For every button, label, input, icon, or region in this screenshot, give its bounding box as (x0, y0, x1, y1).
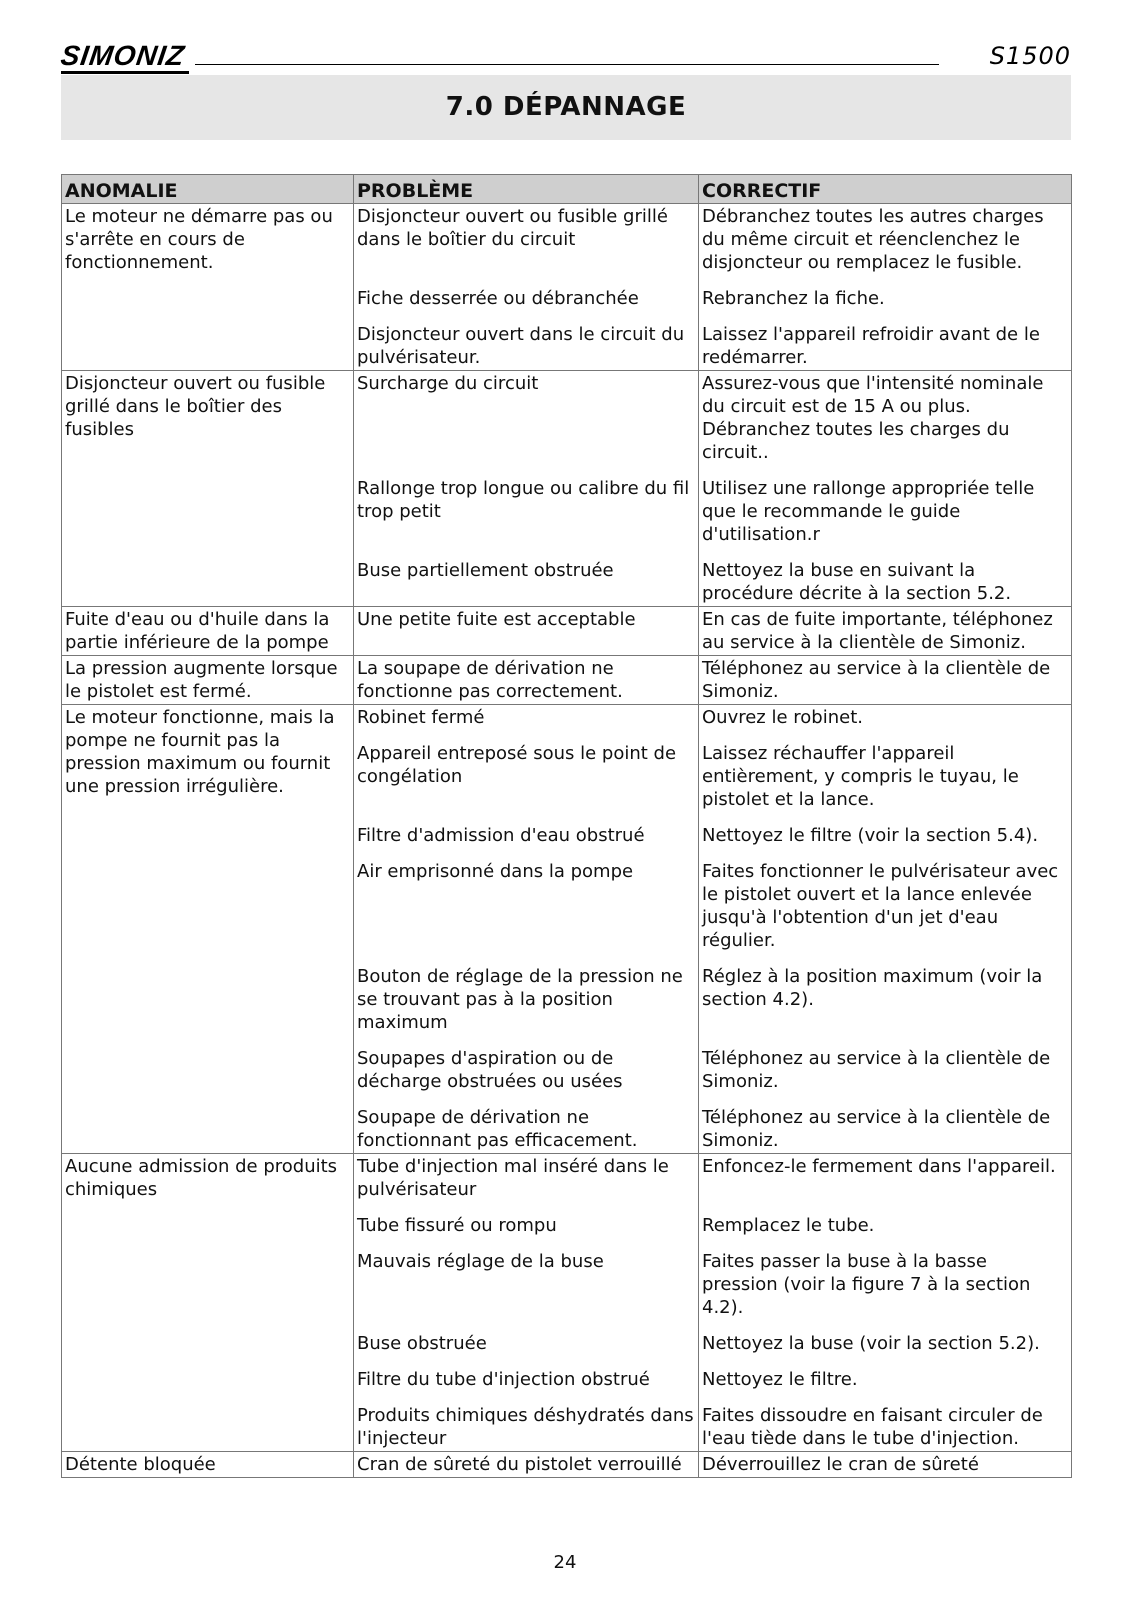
simoniz-logo: SIMONIZ (58, 40, 187, 71)
logo-underline (61, 71, 189, 74)
correctif-cell: Faites fonctionner le pulvérisateur avec le pistolet ouvert et la lance enlevée jusqu'à l'obtention d'un jet d'eau régulier. (699, 848, 1072, 953)
correctif-cell: Faites dissoudre en faisant circuler de l'eau tiède dans le tube d'injection. (699, 1392, 1072, 1452)
page-header (58, 40, 1071, 71)
probleme-cell: Surcharge du circuit (354, 371, 699, 466)
probleme-cell: Disjoncteur ouvert ou fusible grillé dans le boîtier du circuit (354, 204, 699, 276)
probleme-cell: Tube fissuré ou rompu (354, 1202, 699, 1238)
probleme-cell: Soupapes d'aspiration ou de décharge obstruées ou usées (354, 1035, 699, 1094)
probleme-cell: Robinet fermé (354, 705, 699, 731)
column-header-anomalie: ANOMALIE (62, 175, 354, 204)
correctif-cell: Laissez réchauffer l'appareil entièrement, y compris le tuyau, le pistolet et la lance. (699, 730, 1072, 812)
correctif-cell: Enfoncez-le fermement dans l'appareil. (699, 1154, 1072, 1203)
table-row (62, 204, 1072, 276)
correctif-cell: Téléphonez au service à la clientèle de Simoniz. (699, 1094, 1072, 1154)
correctif-cell: Déverrouillez le cran de sûreté (699, 1452, 1072, 1478)
probleme-cell: Cran de sûreté du pistolet verrouillé (354, 1452, 699, 1478)
probleme-cell: Appareil entreposé sous le point de congélation (354, 730, 699, 812)
correctif-cell: Nettoyez le filtre (voir la section 5.4). (699, 812, 1072, 848)
probleme-cell: Fiche desserrée ou débranchée (354, 275, 699, 311)
table-row (62, 607, 1072, 656)
correctif-cell: Nettoyez la buse (voir la section 5.2). (699, 1320, 1072, 1356)
correctif-cell: Débranchez toutes les autres charges du même circuit et réenclenchez le disjoncteur ou remplacez le fusible. (699, 204, 1072, 276)
table-row (62, 656, 1072, 705)
model-logo: S1500 (989, 42, 1071, 70)
correctif-cell: Nettoyez la buse en suivant la procédure décrite à la section 5.2. (699, 547, 1072, 607)
table-row (62, 705, 1072, 731)
probleme-cell: Disjoncteur ouvert dans le circuit du pulvérisateur. (354, 311, 699, 371)
anomalie-cell: Le moteur fonctionne, mais la pompe ne fournit pas la pression maximum ou fournit une pression irrégulière. (62, 705, 354, 1154)
anomalie-cell: Aucune admission de produits chimiques (62, 1154, 354, 1452)
probleme-cell: Mauvais réglage de la buse (354, 1238, 699, 1320)
probleme-cell: Produits chimiques déshydratés dans l'injecteur (354, 1392, 699, 1452)
page-title: 7.0 DÉPANNAGE (445, 92, 687, 122)
probleme-cell: Une petite fuite est acceptable (354, 607, 699, 656)
correctif-cell: Faites passer la buse à la basse pression (voir la figure 7 à la section 4.2). (699, 1238, 1072, 1320)
probleme-cell: Air emprisonné dans la pompe (354, 848, 699, 953)
title-band (61, 75, 1071, 140)
correctif-cell: Nettoyez le filtre. (699, 1356, 1072, 1392)
anomalie-cell: Le moteur ne démarre pas ou s'arrête en cours de fonctionnement. (62, 204, 354, 371)
column-header-probleme: PROBLÈME (354, 175, 699, 204)
page-number: 24 (553, 1552, 577, 1573)
probleme-cell: Filtre d'admission d'eau obstrué (354, 812, 699, 848)
probleme-cell: Buse obstruée (354, 1320, 699, 1356)
table-body (62, 204, 1072, 1478)
probleme-cell: Filtre du tube d'injection obstrué (354, 1356, 699, 1392)
probleme-cell: La soupape de dérivation ne fonctionne pas correctement. (354, 656, 699, 705)
troubleshooting-table (61, 174, 1072, 1478)
correctif-cell: Téléphonez au service à la clientèle de Simoniz. (699, 656, 1072, 705)
probleme-cell: Rallonge trop longue ou calibre du fil trop petit (354, 465, 699, 547)
probleme-cell: Soupape de dérivation ne fonctionnant pas efficacement. (354, 1094, 699, 1154)
anomalie-cell: Détente bloquée (62, 1452, 354, 1478)
header-rule (195, 64, 939, 65)
column-header-correctif: CORRECTIF (699, 175, 1072, 204)
table-header-row (62, 175, 1072, 204)
correctif-cell: En cas de fuite importante, téléphonez au service à la clientèle de Simoniz. (699, 607, 1072, 656)
correctif-cell: Rebranchez la fiche. (699, 275, 1072, 311)
anomalie-cell: Disjoncteur ouvert ou fusible grillé dans le boîtier des fusibles (62, 371, 354, 607)
troubleshooting-table-container (61, 174, 1071, 1478)
table-row (62, 371, 1072, 466)
correctif-cell: Utilisez une rallonge appropriée telle que le recommande le guide d'utilisation.r (699, 465, 1072, 547)
correctif-cell: Assurez-vous que l'intensité nominale du circuit est de 15 A ou plus. Débranchez toutes les charges du circuit.. (699, 371, 1072, 466)
correctif-cell: Remplacez le tube. (699, 1202, 1072, 1238)
correctif-cell: Téléphonez au service à la clientèle de Simoniz. (699, 1035, 1072, 1094)
probleme-cell: Tube d'injection mal inséré dans le pulvérisateur (354, 1154, 699, 1203)
anomalie-cell: Fuite d'eau ou d'huile dans la partie inférieure de la pompe (62, 607, 354, 656)
correctif-cell: Réglez à la position maximum (voir la section 4.2). (699, 953, 1072, 1035)
correctif-cell: Ouvrez le robinet. (699, 705, 1072, 731)
probleme-cell: Bouton de réglage de la pression ne se trouvant pas à la position maximum (354, 953, 699, 1035)
probleme-cell: Buse partiellement obstruée (354, 547, 699, 607)
correctif-cell: Laissez l'appareil refroidir avant de le redémarrer. (699, 311, 1072, 371)
table-row (62, 1154, 1072, 1203)
table-row (62, 1452, 1072, 1478)
anomalie-cell: La pression augmente lorsque le pistolet est fermé. (62, 656, 354, 705)
